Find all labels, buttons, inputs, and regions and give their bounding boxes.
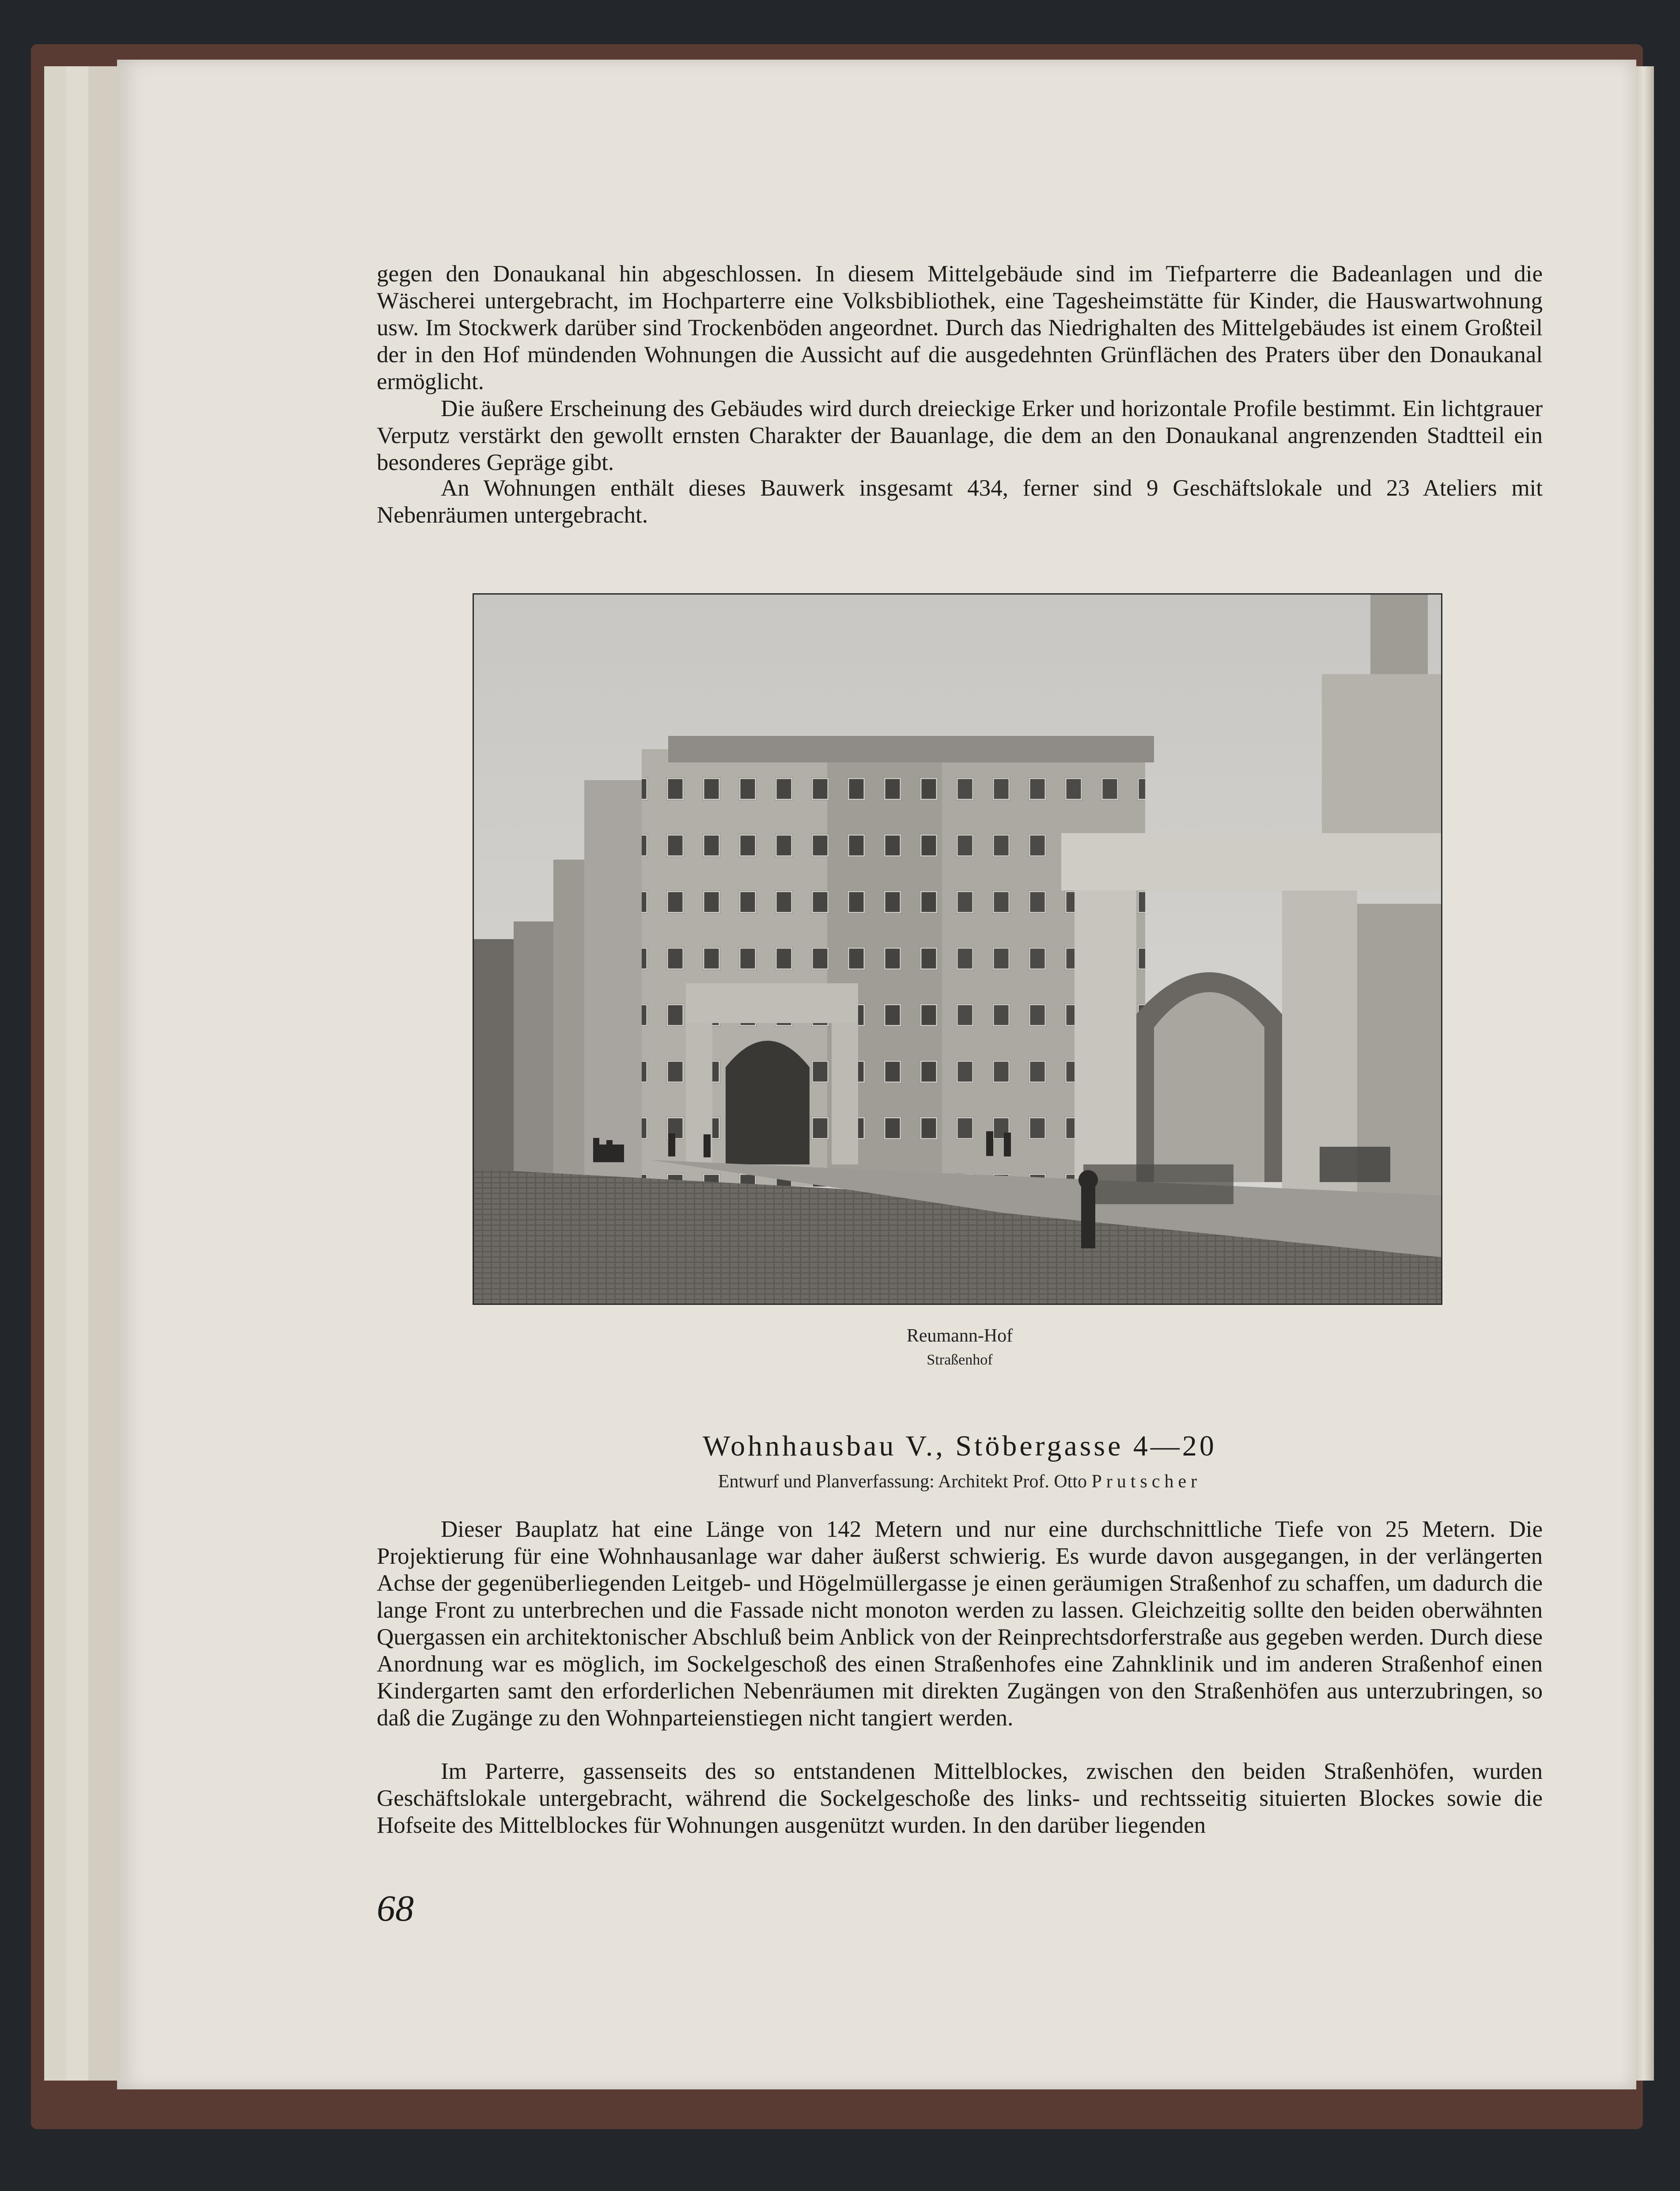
building-photo-illustration [474, 595, 1441, 1304]
subheading-prefix: Entwurf und Planverfassung: Architekt Prof. Otto [718, 1471, 1087, 1492]
reumann-hof-photo [473, 593, 1442, 1305]
architect-name: Prutscher [1091, 1471, 1202, 1492]
page-number: 68 [377, 1888, 414, 1929]
photo-caption-subtitle: Straßenhof [927, 1352, 993, 1368]
paragraph-top-1: gegen den Donaukanal hin abgeschlossen. In diesem Mittelgebäude sind im Tiefparterre die Badeanlagen und die Wäscherei untergebracht, im Hochparterre eine Volksbibliothek, eine Tagesheimstätte für Kinder, die Hauswartwohnung usw. Im Stockwerk darüber sind Trockenböden angeordnet. Durch das Niedrighalten des Mittelgebäudes ist einem Großteil der in den Hof mündenden Wohnungen die Aussicht auf die ausgedehnten Grünflächen des Praters über den Donaukanal ermöglicht. [377, 261, 1543, 394]
paragraph-bottom-2: Im Parterre, gassenseits des so entstandenen Mittelblockes, zwischen den beiden Straßenhöfen, wurden Geschäftslokale untergebracht, während die Sockelgeschoße des links- und rechtsseitig situierten Blockes sowie die Hofseite des Mittelblockes für Wohnungen ausgenützt wurden. In den darüber liegenden [377, 1759, 1543, 1838]
paragraph-bottom-1: Dieser Bauplatz hat eine Länge von 142 Metern und nur eine durchschnittliche Tiefe von 25 Metern. Die Projektierung für eine Wohnhausanlage war daher äußerst schwierig. Es wurde davon ausgegangen, in der verlängerten Achse der gegenüberliegenden Leitgeb- und Högelmüllergasse je einen geräumigen Straßenhof zu schaffen, um dadurch die lange Front zu unterbrechen und die Fassade nicht monoton werden zu lassen. Gleichzeitig sollte den beiden oberwähnten Quergassen ein architektonischer Abschluß beim Anblick von der Reinprechtsdorferstraße aus gegeben werden. Durch diese Anordnung war es möglich, im Sockelgeschoß des einen Straßenhofes eine Zahnklinik und im anderen Straßenhof einen Kindergarten samt den erforderlichen Nebenräumen mit direkten Zugängen von den Straßenhöfen aus unterzubringen, so daß die Zugänge zu den Wohnparteienstiegen nicht tangiert werden. [377, 1516, 1543, 1731]
paragraph-top-3: An Wohnungen enthält dieses Bauwerk insgesamt 434, ferner sind 9 Geschäftslokale und 23 Ateliers mit Nebenräumen untergebracht. [377, 475, 1543, 528]
page-edge [88, 66, 121, 2081]
paragraph-top-2: Die äußere Erscheinung des Gebäudes wird durch dreieckige Erker und horizontale Profile bestimmt. Ein lichtgrauer Verputz verstärkt den gewollt ernsten Charakter der Bauanlage, die dem an den Donaukanal angrenzenden Stadtteil ein besonderes Gepräge gibt. [377, 396, 1543, 475]
page-edge-right [1634, 66, 1654, 2081]
photo-caption-title: Reumann-Hof [906, 1326, 1013, 1346]
section-subheading [377, 1471, 1543, 1492]
section-heading: Wohnhausbau V., Stöbergasse 4—20 [703, 1430, 1217, 1462]
